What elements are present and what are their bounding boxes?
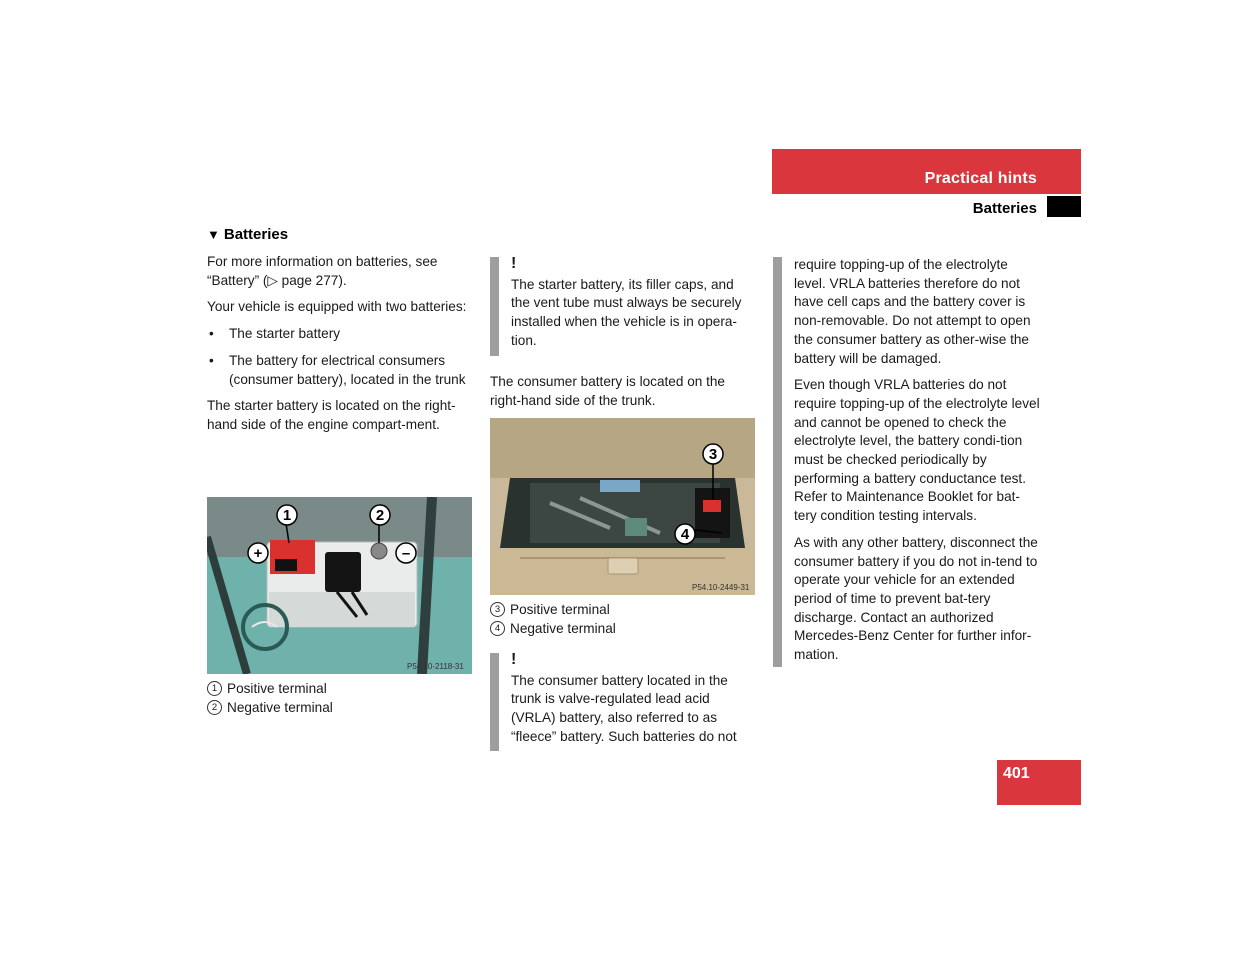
list-item-text: The starter battery [229,326,341,342]
legend-label: Negative terminal [510,621,616,636]
legend-item [490,600,616,619]
circled-number-icon: 2 [207,700,222,715]
callout-4: 4 [680,526,690,543]
legend-label: Positive terminal [510,602,610,617]
triangle-down-icon: ▼ [207,227,220,242]
figure-code: P54.10-2449-31 [692,583,750,592]
note-bar [490,653,499,751]
figure-code: P54.10-2118-31 [407,662,464,671]
plus-sign-callout: + [253,545,263,562]
trunk-battery-photo [490,418,755,595]
paragraph: Your vehicle is equipped with two batteries: [207,299,467,315]
warning-exclamation-icon: ! [511,255,517,272]
bullet-icon: • [209,326,214,342]
page-number: 401 [1003,765,1030,782]
legend-item [207,679,333,698]
note-bar [773,257,782,667]
paragraph: Even though VRLA batteries do not require topping-up of the electrolyte level and cannot be opened to check the electrolyte level, the battery condi-tion must be checked periodically by performing a battery conductance test. Refer to Maintenance Booklet for bat-tery condition testing intervals. [794,377,1040,524]
paragraph: require topping-up of the electrolyte level. VRLA batteries therefore do not have cell caps and the battery cover is non-removable. Do not attempt to open the consumer battery as other-wise the battery will be damaged. [794,257,1031,366]
figure2-legend [490,600,616,638]
note-bar [490,257,499,356]
circled-number-icon: 3 [490,602,505,617]
list-item-text: The battery for electrical consumers (consumer battery), located in the trunk [229,352,466,387]
callout-3: 3 [708,446,718,463]
bullet-icon: • [209,352,214,368]
figure1-legend [207,679,333,717]
col2-paragraph: The consumer battery is located on the right-hand side of the trunk. [490,374,725,408]
note-text: The starter battery, its filler caps, and the vent tube must always be securely installed when the vehicle is in opera-tion. [511,276,742,348]
heading-text: Batteries [223,226,289,243]
note-text: The consumer battery located in the trunk is valve-regulated lead acid (VRLA) battery, also referred to as “fleece” battery. Such batteries do not [511,672,737,744]
list-item [207,325,467,344]
callout-1: 1 [282,507,292,524]
note-2 [511,651,754,747]
section-title: Batteries [972,200,1037,217]
paragraph: As with any other battery, disconnect the consumer battery if you do not in-tend to operate your vehicle for an extended period of time to prevent bat-tery discharge. Contact an authorized Mercedes-Benz Center for further infor-mation. [794,534,1038,663]
paragraph: The starter battery is located on the right-hand side of the engine compart-ment. [207,398,456,432]
legend-item [207,698,333,717]
circled-number-icon: 4 [490,621,505,636]
minus-sign-callout: – [401,545,411,562]
legend-item [490,619,616,638]
paragraph: For more information on batteries, see “Battery” (▷ page 277). [207,254,438,288]
batteries-heading [207,226,288,243]
thumb-index-tab [1047,196,1081,217]
col1-text [207,253,467,435]
note-1 [511,255,754,351]
legend-label: Positive terminal [227,681,327,696]
circled-number-icon: 1 [207,681,222,696]
callout-2: 2 [375,507,385,524]
warning-exclamation-icon: ! [511,651,517,668]
legend-label: Negative terminal [227,700,333,715]
engine-battery-photo [207,497,472,674]
list-item [207,352,479,389]
chapter-title: Practical hints [924,170,1037,187]
col3-text [794,256,1042,665]
